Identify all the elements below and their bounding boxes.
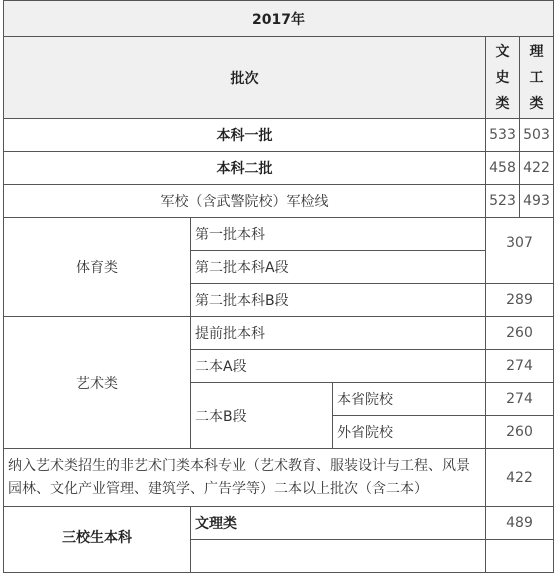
li-gong-header: 理 工 类 [520,37,554,119]
tiyu-sub3: 第二批本科B段 [191,284,486,317]
yishu-label: 艺术类 [4,317,191,449]
benke2-wen: 458 [486,152,520,185]
yishu-score-2: 274 [486,350,554,383]
junxiao-wen: 523 [486,185,520,218]
tiyu-label: 体育类 [4,218,191,317]
yishu-sub1: 提前批本科 [191,317,486,350]
yishu-score-3b: 260 [486,416,554,449]
nonart-score: 422 [486,449,554,507]
junxiao-li: 493 [520,185,554,218]
table-row [4,119,554,152]
table-row [4,317,554,350]
table-row [4,507,554,540]
yishu-score-3a: 274 [486,383,554,416]
sanxiao-sub1: 文理类 [191,507,486,540]
nonart-label: 纳入艺术类招生的非艺术门类本科专业（艺术教育、服装设计与工程、风景园林、文化产业管理、建筑学、广告学等）二本以上批次（含二本） [4,449,486,507]
table-row [4,449,554,507]
sanxiao-score-1: 489 [486,507,554,540]
benke1-li: 503 [520,119,554,152]
benke1-label: 本科一批 [4,119,486,152]
benke2-li: 422 [520,152,554,185]
yishu-sub2: 二本A段 [191,350,486,383]
tiyu-score-12: 307 [486,218,554,284]
yishu-score-1: 260 [486,317,554,350]
tiyu-sub1: 第一批本科 [191,218,486,251]
tiyu-score-3: 289 [486,284,554,317]
benke1-wen: 533 [486,119,520,152]
year-header-row [4,1,554,37]
sanxiao-score-2 [486,540,554,573]
score-table [3,0,554,573]
table-row [4,185,554,218]
batch-header: 批次 [4,37,486,119]
junxiao-label: 军校（含武警院校）军检线 [4,185,486,218]
yishu-sub3: 二本B段 [191,383,333,449]
tiyu-sub2: 第二批本科A段 [191,251,486,284]
wen-shi-header: 文 史 类 [486,37,520,119]
yishu-sub3b: 外省院校 [333,416,486,449]
column-header-row [4,37,554,119]
year-title: 2017年 [4,1,554,37]
sanxiao-label: 三校生本科 [4,507,191,573]
table-row [4,218,554,251]
yishu-sub3a: 本省院校 [333,383,486,416]
table-row [4,152,554,185]
benke2-label: 本科二批 [4,152,486,185]
sanxiao-sub2 [191,540,486,573]
